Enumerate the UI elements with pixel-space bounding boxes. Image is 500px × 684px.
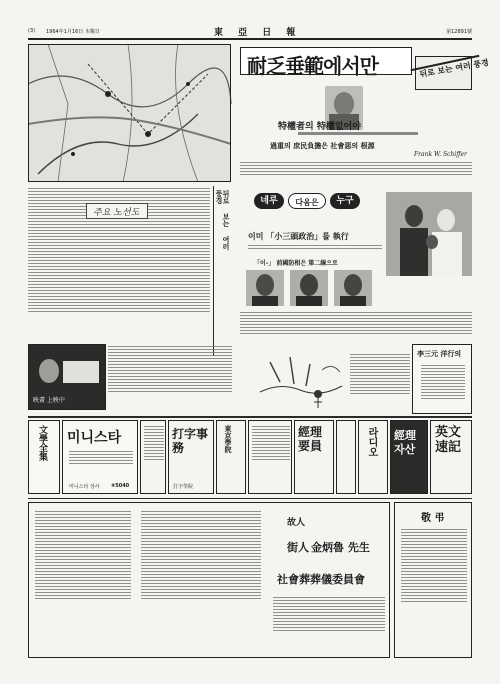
route-map [28, 44, 231, 182]
obit-top-rule [28, 498, 472, 499]
radio-ad [358, 420, 388, 494]
mini-star-company: 미니스타 상사 [69, 484, 100, 490]
quiz-mid: 다음은 [288, 193, 326, 209]
signature: Frank W. Schiffer [414, 151, 467, 158]
article-subtext [248, 243, 382, 253]
typing-ad-title: 打字事務 [172, 427, 209, 455]
film-ad-caption: 映畫 上映中 [33, 397, 65, 404]
portrait-1 [246, 270, 284, 306]
portrait-3 [334, 270, 372, 306]
left-vertical-ad [28, 420, 60, 494]
column-divider [213, 186, 214, 356]
obit-funeral: 社會葬葬儀委員會 [277, 573, 365, 586]
film-text [108, 344, 232, 410]
obit-list-col-2 [141, 509, 261, 649]
sketch-illustration [260, 352, 342, 412]
vertical-banner [415, 56, 490, 90]
main-headline: 耐乏垂範에서만 [247, 54, 378, 78]
article-headline: 이미 「小三頭政治」를 執行 [248, 231, 349, 241]
page-number: (3) [28, 28, 36, 34]
small-ad-3 [336, 420, 356, 494]
school-ad-text: 東京學院 [224, 425, 233, 453]
typing-ad [168, 420, 214, 494]
issue-number: 第12891號 [446, 29, 472, 35]
poem-box [412, 344, 472, 414]
quiz-right: 누구 [330, 193, 360, 209]
english-ad [430, 420, 472, 494]
portrait-2 [290, 270, 328, 306]
accounting-ad-title: 經理要員 [298, 425, 323, 453]
obit-notice-title: 敬 弔 [421, 513, 445, 524]
english-ad-title: 英文速記 [435, 425, 462, 455]
obit-committee-text [273, 595, 385, 651]
obit-name: 金炳魯 先生 [311, 541, 370, 554]
banner-text: 뒤로 보는 여러 풍경 [418, 56, 490, 80]
article-subhead: 「이-」 前國防相은 第二線으로 [254, 260, 338, 267]
mini-star-title: 미니스타 [67, 430, 122, 446]
left-vertical-ad-text: 文學全集 [37, 425, 47, 461]
film-ad [28, 344, 106, 410]
mini-star-phone: ⑧5040 [111, 483, 130, 489]
obit-orgs: 街人 [287, 541, 309, 554]
vertical-caption: 뒤로 보는 여러 풍경 [215, 190, 231, 250]
small-ad-1 [140, 420, 166, 494]
subhead-rule [298, 132, 418, 135]
map-border [28, 44, 231, 182]
page-header [28, 25, 472, 40]
main-headline-box [240, 47, 412, 78]
subhead-2-row [270, 141, 420, 153]
map-divider [233, 44, 237, 182]
subhead-2: 過重의 庶民負擔은 社會惡의 根源 [270, 141, 375, 150]
poem-title: 李三元 洋行의 [417, 349, 462, 358]
radio-ad-text: 라디오 [366, 427, 377, 457]
ad-strip-top-rule [28, 416, 472, 418]
obit-notice-text [401, 527, 467, 653]
obit-prefix: 故人 [287, 518, 306, 528]
school-ad [216, 420, 246, 494]
mini-star-ad [62, 420, 138, 494]
date-line: 1964年1月16日 木曜日 [46, 29, 100, 35]
side-text [350, 352, 410, 412]
small-ad-2 [248, 420, 292, 494]
masthead: 東 亞 日 報 [214, 28, 302, 38]
typing-school: 打字學院 [173, 484, 194, 490]
quiz-banner [254, 193, 364, 211]
obit-notice [394, 502, 472, 658]
article-text-block-2 [240, 310, 472, 342]
accounting-ad [294, 420, 334, 494]
keiri-ad [390, 420, 428, 494]
article-text-block-1 [240, 160, 472, 182]
obit-list-box [28, 502, 390, 658]
keiri-ad-title: 經理자산 [394, 429, 416, 456]
column-title-box [86, 203, 148, 219]
people-photo [386, 192, 472, 276]
subhead-1-row [248, 119, 398, 131]
obit-list-col-1 [35, 509, 131, 649]
quiz-left: 네루 [254, 193, 284, 209]
column-title: 주요 노선도 [93, 208, 140, 218]
subhead-1: 特權者의 特權없어야 [278, 122, 361, 132]
